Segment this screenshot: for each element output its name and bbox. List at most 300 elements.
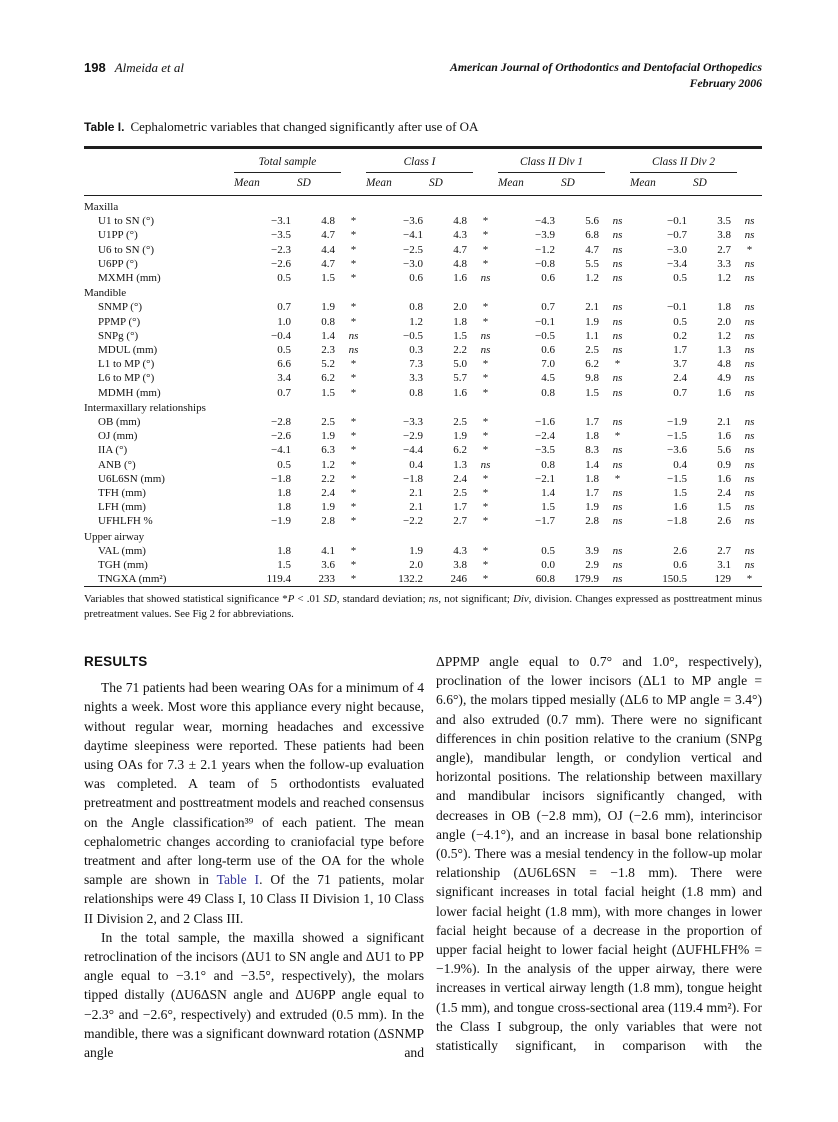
significance-mark: ns bbox=[480, 272, 491, 285]
column-header-mean: Mean bbox=[366, 177, 392, 189]
significance-mark: ns bbox=[612, 329, 623, 342]
sd-value: 4.8 bbox=[321, 215, 335, 228]
sd-value: 1.6 bbox=[717, 386, 731, 399]
mean-value: 1.8 bbox=[277, 544, 291, 557]
mean-value: 0.3 bbox=[409, 344, 423, 357]
significance-mark: ns bbox=[480, 344, 491, 357]
results-paragraph-3: ΔPPMP angle equal to 0.7° and 1.0°, respectively), proclination of the lower incisors (ΔL1 to MP angle = 6.6°), the molars tipped mesially (ΔL6 to MP angle = 3.4°) and also extruded (0.7 mm). There were no significant differences in chin position relative to the cranium (SNPg angle), mandibular length, or condylion vertical and horizontal positions. The relationship between maxillary and mandibular incisors significantly changed, with decreases in OB (−2.8 mm), OJ (−2.6 mm), interincisor angle (−4.1°), and an increase in basal bone relationship (0.5°). There was a mesial tendency in the follow-up molar relationship (ΔU6L6SN = −1.8 mm). There were significant increases in total facial height (1.8 mm) and lower facial height (1.8 mm), with more changes in lower facial height because of a decrease in the proportion of upper facial height to lower facial height (ΔUFHLFH% = −1.9%). In the analysis of the upper airway, there were increases in vertical airway length (1.8 mm), tongue height (1.5 mm), and tongue cross-sectional area (119.4 mm²). For the Class I subgroup, the only variables that were not statistically significant, in comparison with the bbox=[436, 654, 762, 1054]
column-header-sd: SD bbox=[429, 177, 443, 189]
sd-value: 5.5 bbox=[585, 257, 599, 270]
sig-column-spacer bbox=[341, 173, 366, 195]
mean-value: 0.5 bbox=[541, 544, 555, 557]
table-row-label: MXMH (mm) bbox=[98, 272, 161, 285]
table-row-label: U6L6SN (mm) bbox=[98, 472, 165, 485]
sd-value: 1.5 bbox=[717, 501, 731, 514]
sd-value: 246 bbox=[450, 573, 467, 586]
footnote-segment: , not significant; bbox=[438, 593, 514, 605]
issue-date: February 2006 bbox=[689, 75, 762, 90]
sd-value: 1.9 bbox=[321, 430, 335, 443]
table-row-label: OB (mm) bbox=[98, 416, 141, 429]
mean-value: −3.4 bbox=[667, 257, 687, 270]
significance-mark: * bbox=[482, 257, 489, 270]
significance-mark: ns bbox=[612, 458, 623, 471]
sd-value: 2.2 bbox=[321, 472, 335, 485]
significance-mark: ns bbox=[612, 257, 623, 270]
mean-value: −1.2 bbox=[535, 243, 555, 256]
mean-value: 1.8 bbox=[277, 501, 291, 514]
mean-value: 1.7 bbox=[673, 344, 687, 357]
mean-value: 0.5 bbox=[673, 272, 687, 285]
sd-value: 1.2 bbox=[717, 329, 731, 342]
mean-value: −3.9 bbox=[535, 229, 555, 242]
significance-mark: * bbox=[482, 501, 489, 514]
mean-value: −3.0 bbox=[667, 243, 687, 256]
significance-mark: * bbox=[350, 386, 357, 399]
table-row-label: L6 to MP (°) bbox=[98, 372, 155, 385]
mean-value: 0.5 bbox=[277, 458, 291, 471]
significance-mark: * bbox=[350, 487, 357, 500]
sd-value: 6.8 bbox=[585, 229, 599, 242]
mean-value: 1.5 bbox=[673, 487, 687, 500]
significance-mark: * bbox=[482, 544, 489, 557]
sd-value: 1.9 bbox=[321, 501, 335, 514]
significance-mark: ns bbox=[744, 344, 755, 357]
significance-mark: * bbox=[614, 472, 621, 485]
mean-value: 119.4 bbox=[266, 573, 291, 586]
significance-mark: ns bbox=[744, 430, 755, 443]
sd-value: 1.2 bbox=[717, 272, 731, 285]
significance-mark: ns bbox=[480, 458, 491, 471]
table-section-label: Upper airway bbox=[84, 530, 145, 543]
significance-mark: * bbox=[350, 458, 357, 471]
sd-value: 1.5 bbox=[585, 386, 599, 399]
sd-value: 129 bbox=[714, 573, 731, 586]
sd-value: 2.1 bbox=[717, 416, 731, 429]
sd-value: 2.8 bbox=[585, 515, 599, 528]
significance-mark: * bbox=[350, 515, 357, 528]
sd-value: 5.0 bbox=[453, 358, 467, 371]
mean-value: 0.4 bbox=[673, 458, 687, 471]
mean-value: 3.3 bbox=[409, 372, 423, 385]
running-head-right bbox=[450, 60, 762, 91]
significance-mark: * bbox=[482, 430, 489, 443]
group-header-label: Class I bbox=[366, 156, 473, 173]
sd-value: 2.8 bbox=[321, 515, 335, 528]
table-footnote bbox=[84, 592, 762, 621]
sd-value: 179.9 bbox=[574, 573, 599, 586]
significance-mark: * bbox=[482, 358, 489, 371]
sd-value: 8.3 bbox=[585, 444, 599, 457]
mean-value: −1.6 bbox=[535, 416, 555, 429]
significance-mark: ns bbox=[612, 344, 623, 357]
significance-mark: * bbox=[350, 559, 357, 572]
mean-value: 0.4 bbox=[409, 458, 423, 471]
mean-value: −0.7 bbox=[667, 229, 687, 242]
sd-value: 4.8 bbox=[453, 257, 467, 270]
sd-value: 2.4 bbox=[717, 487, 731, 500]
column-header-mean: Mean bbox=[498, 177, 524, 189]
mean-value: −3.1 bbox=[271, 215, 291, 228]
significance-mark: * bbox=[614, 430, 621, 443]
mean-value: −0.4 bbox=[271, 329, 291, 342]
significance-mark: * bbox=[482, 301, 489, 314]
sd-value: 2.7 bbox=[717, 243, 731, 256]
table-caption-label: Table I. bbox=[84, 120, 125, 134]
significance-mark: ns bbox=[612, 416, 623, 429]
mean-value: −3.5 bbox=[535, 444, 555, 457]
significance-mark: * bbox=[482, 315, 489, 328]
mean-value: 132.2 bbox=[398, 573, 423, 586]
mean-value: 0.8 bbox=[409, 386, 423, 399]
table-row-label: VAL (mm) bbox=[98, 544, 146, 557]
footnote-segment: < .01 bbox=[294, 593, 324, 605]
sd-value: 1.2 bbox=[585, 272, 599, 285]
table-section-label: Maxilla bbox=[84, 201, 119, 213]
sd-value: 4.7 bbox=[585, 243, 599, 256]
table-row-label: U6 to SN (°) bbox=[98, 243, 155, 256]
sd-value: 3.5 bbox=[717, 215, 731, 228]
sd-value: 1.9 bbox=[453, 430, 467, 443]
significance-mark: ns bbox=[612, 272, 623, 285]
significance-mark: * bbox=[482, 487, 489, 500]
significance-mark: ns bbox=[348, 329, 359, 342]
mean-value: 3.7 bbox=[673, 358, 687, 371]
column-header-sd: SD bbox=[297, 177, 311, 189]
significance-mark: * bbox=[482, 386, 489, 399]
mean-value: 1.0 bbox=[277, 315, 291, 328]
table-row-label: OJ (mm) bbox=[98, 430, 138, 443]
mean-value: −2.6 bbox=[271, 257, 291, 270]
sd-value: 1.4 bbox=[321, 329, 335, 342]
group-header-label: Class II Div 1 bbox=[498, 156, 605, 173]
sd-value: 2.0 bbox=[717, 315, 731, 328]
sd-value: 4.7 bbox=[453, 243, 467, 256]
sig-column-spacer bbox=[605, 173, 630, 195]
significance-mark: * bbox=[350, 544, 357, 557]
sd-value: 3.1 bbox=[717, 559, 731, 572]
significance-mark: * bbox=[350, 243, 357, 256]
mean-value: 0.6 bbox=[541, 344, 555, 357]
significance-mark: ns bbox=[480, 329, 491, 342]
significance-mark: ns bbox=[744, 515, 755, 528]
sd-value: 5.7 bbox=[453, 372, 467, 385]
significance-mark: ns bbox=[744, 358, 755, 371]
mean-value: 0.7 bbox=[541, 301, 555, 314]
sd-value: 1.1 bbox=[585, 329, 599, 342]
results-heading: RESULTS bbox=[84, 654, 148, 669]
sd-value: 0.9 bbox=[717, 458, 731, 471]
sd-value: 1.6 bbox=[453, 272, 467, 285]
significance-mark: ns bbox=[744, 472, 755, 485]
mean-value: 0.2 bbox=[673, 329, 687, 342]
significance-mark: ns bbox=[612, 386, 623, 399]
table-row-label: TNGXA (mm²) bbox=[98, 573, 167, 586]
mean-value: 0.6 bbox=[409, 272, 423, 285]
sd-value: 4.7 bbox=[321, 229, 335, 242]
mean-value: 0.7 bbox=[673, 386, 687, 399]
mean-value: 1.2 bbox=[409, 315, 423, 328]
mean-value: 0.0 bbox=[541, 559, 555, 572]
table-row-label: U1PP (°) bbox=[98, 229, 138, 242]
mean-value: −0.1 bbox=[667, 215, 687, 228]
mean-value: 1.6 bbox=[673, 501, 687, 514]
sd-value: 3.8 bbox=[453, 559, 467, 572]
significance-mark: ns bbox=[744, 501, 755, 514]
mean-value: −3.6 bbox=[403, 215, 423, 228]
mean-value: −4.3 bbox=[535, 215, 555, 228]
mean-value: 0.6 bbox=[541, 272, 555, 285]
table-row-label: L1 to MP (°) bbox=[98, 358, 155, 371]
mean-value: 7.3 bbox=[409, 358, 423, 371]
group-header-total-sample bbox=[234, 149, 366, 173]
table-caption bbox=[84, 119, 762, 135]
significance-mark: ns bbox=[612, 315, 623, 328]
sd-value: 1.8 bbox=[717, 301, 731, 314]
mean-value: 7.0 bbox=[541, 358, 555, 371]
mean-value: −1.8 bbox=[403, 472, 423, 485]
sd-value: 5.6 bbox=[717, 444, 731, 457]
significance-mark: * bbox=[350, 272, 357, 285]
mean-value: 60.8 bbox=[535, 573, 555, 586]
table-1-reference-link[interactable]: Table I bbox=[216, 872, 260, 888]
significance-mark: ns bbox=[744, 386, 755, 399]
sd-value: 2.4 bbox=[453, 472, 467, 485]
significance-mark: * bbox=[746, 573, 753, 586]
mean-value: 2.1 bbox=[409, 501, 423, 514]
sd-value: 1.7 bbox=[585, 487, 599, 500]
authors: Almeida et al bbox=[114, 60, 185, 75]
table-header-rule bbox=[84, 195, 762, 196]
sd-value: 1.7 bbox=[453, 501, 467, 514]
sd-value: 1.9 bbox=[585, 501, 599, 514]
significance-mark: ns bbox=[744, 215, 755, 228]
sd-value: 2.3 bbox=[321, 344, 335, 357]
sd-value: 1.8 bbox=[453, 315, 467, 328]
column-header-mean: Mean bbox=[630, 177, 656, 189]
body-columns bbox=[84, 652, 762, 1062]
significance-mark: * bbox=[350, 472, 357, 485]
footnote-segment: , standard deviation; bbox=[336, 593, 429, 605]
mean-value: 4.5 bbox=[541, 372, 555, 385]
significance-mark: * bbox=[350, 229, 357, 242]
mean-value: −3.0 bbox=[403, 257, 423, 270]
running-head-left bbox=[84, 60, 184, 76]
significance-mark: * bbox=[350, 315, 357, 328]
significance-mark: ns bbox=[744, 372, 755, 385]
table-subheader-spacer bbox=[84, 173, 234, 195]
sd-value: 4.7 bbox=[321, 257, 335, 270]
significance-mark: ns bbox=[612, 444, 623, 457]
mean-value: −4.4 bbox=[403, 444, 423, 457]
group-header-label: Class II Div 2 bbox=[630, 156, 737, 173]
significance-mark: ns bbox=[612, 573, 623, 586]
significance-mark: ns bbox=[612, 372, 623, 385]
significance-mark: ns bbox=[744, 301, 755, 314]
mean-value: 1.4 bbox=[541, 487, 555, 500]
significance-mark: ns bbox=[744, 272, 755, 285]
mean-value: 0.5 bbox=[277, 344, 291, 357]
significance-mark: ns bbox=[612, 515, 623, 528]
significance-mark: ns bbox=[744, 416, 755, 429]
mean-value: 2.4 bbox=[673, 372, 687, 385]
sd-value: 4.1 bbox=[321, 544, 335, 557]
mean-value: −0.5 bbox=[403, 329, 423, 342]
mean-value: −1.5 bbox=[667, 430, 687, 443]
sd-value: 2.5 bbox=[453, 487, 467, 500]
mean-value: −2.3 bbox=[271, 243, 291, 256]
mean-value: −2.1 bbox=[535, 472, 555, 485]
sd-value: 0.8 bbox=[321, 315, 335, 328]
mean-value: 0.6 bbox=[673, 559, 687, 572]
group-header-label: Total sample bbox=[234, 156, 341, 173]
mean-value: −1.8 bbox=[271, 472, 291, 485]
mean-value: −2.4 bbox=[535, 430, 555, 443]
table-row-label: LFH (mm) bbox=[98, 501, 146, 514]
sd-value: 1.3 bbox=[453, 458, 467, 471]
mean-value: −2.8 bbox=[271, 416, 291, 429]
footnote-segment: , division. Changes expressed as posttreatment minus pretreatment values. See Fig 2 for abbreviations. bbox=[84, 593, 762, 620]
sd-value: 1.4 bbox=[585, 458, 599, 471]
sd-value: 1.7 bbox=[585, 416, 599, 429]
column-header-sd: SD bbox=[693, 177, 707, 189]
significance-mark: ns bbox=[612, 544, 623, 557]
sd-value: 4.3 bbox=[453, 544, 467, 557]
column-header-mean: Mean bbox=[234, 177, 260, 189]
mean-value: −2.6 bbox=[271, 430, 291, 443]
group-header-class-1 bbox=[366, 149, 498, 173]
mean-value: 1.8 bbox=[277, 487, 291, 500]
table-row-label: ANB (°) bbox=[98, 458, 136, 471]
table-row-label: U1 to SN (°) bbox=[98, 215, 155, 228]
mean-value: −1.5 bbox=[667, 472, 687, 485]
mean-value: −0.8 bbox=[535, 257, 555, 270]
mean-value: 2.6 bbox=[673, 544, 687, 557]
footnote-segment: Variables that showed statistical significance * bbox=[84, 593, 288, 605]
mean-value: −4.1 bbox=[271, 444, 291, 457]
sd-value: 2.1 bbox=[585, 301, 599, 314]
mean-value: −3.3 bbox=[403, 416, 423, 429]
sd-value: 2.5 bbox=[585, 344, 599, 357]
table-row-label: TFH (mm) bbox=[98, 487, 146, 500]
mean-value: −3.5 bbox=[271, 229, 291, 242]
sd-value: 4.3 bbox=[453, 229, 467, 242]
table-row-label: MDMH (mm) bbox=[98, 386, 161, 399]
significance-mark: ns bbox=[612, 229, 623, 242]
mean-value: −4.1 bbox=[403, 229, 423, 242]
mean-value: −2.9 bbox=[403, 430, 423, 443]
page-number: 198 bbox=[84, 60, 106, 75]
mean-value: −1.7 bbox=[535, 515, 555, 528]
right-column bbox=[436, 652, 762, 1062]
mean-value: 1.9 bbox=[409, 544, 423, 557]
sd-value: 6.3 bbox=[321, 444, 335, 457]
sd-value: 2.0 bbox=[453, 301, 467, 314]
significance-mark: * bbox=[350, 372, 357, 385]
significance-mark: * bbox=[482, 515, 489, 528]
significance-mark: ns bbox=[744, 229, 755, 242]
significance-mark: ns bbox=[612, 243, 623, 256]
mean-value: −3.6 bbox=[667, 444, 687, 457]
sd-value: 2.6 bbox=[717, 515, 731, 528]
table-row-label: PPMP (°) bbox=[98, 315, 141, 328]
significance-mark: * bbox=[350, 501, 357, 514]
sig-column-spacer bbox=[473, 173, 498, 195]
cephalometric-table bbox=[84, 146, 762, 587]
mean-value: 0.5 bbox=[673, 315, 687, 328]
significance-mark: * bbox=[350, 430, 357, 443]
significance-mark: ns bbox=[744, 458, 755, 471]
significance-mark: * bbox=[482, 444, 489, 457]
sd-value: 4.9 bbox=[717, 372, 731, 385]
paragraph-text: . Of the 71 patients, molar relationships were 49 Class I, 10 Class II Division 1, 10 Class II Division 2, and 2 Class III. bbox=[84, 872, 424, 926]
table-caption-text: Cephalometric variables that changed significantly after use of OA bbox=[130, 119, 479, 134]
mean-value: 0.8 bbox=[541, 458, 555, 471]
significance-mark: * bbox=[482, 559, 489, 572]
sd-value: 5.6 bbox=[585, 215, 599, 228]
significance-mark: ns bbox=[612, 487, 623, 500]
footnote-segment: ns bbox=[428, 593, 439, 605]
footnote-segment: P bbox=[287, 593, 295, 605]
significance-mark: ns bbox=[744, 315, 755, 328]
significance-mark: ns bbox=[744, 329, 755, 342]
sd-value: 6.2 bbox=[453, 444, 467, 457]
group-header-class-2-div-1 bbox=[498, 149, 630, 173]
significance-mark: ns bbox=[744, 559, 755, 572]
table-row-label: SNMP (°) bbox=[98, 301, 143, 314]
footnote-segment: Div bbox=[513, 593, 529, 605]
sd-value: 1.6 bbox=[717, 472, 731, 485]
mean-value: −1.9 bbox=[271, 515, 291, 528]
sd-value: 4.8 bbox=[453, 215, 467, 228]
table-section-label: Intermaxillary relationships bbox=[84, 401, 206, 414]
sd-value: 1.5 bbox=[321, 272, 335, 285]
sd-value: 5.2 bbox=[321, 358, 335, 371]
sd-value: 2.4 bbox=[321, 487, 335, 500]
mean-value: 2.0 bbox=[409, 559, 423, 572]
significance-mark: ns bbox=[612, 501, 623, 514]
sd-value: 1.3 bbox=[717, 344, 731, 357]
table-row-label: MDUL (mm) bbox=[98, 344, 158, 357]
group-header-class-2-div-2 bbox=[630, 149, 762, 173]
journal-title: American Journal of Orthodontics and Dentofacial Orthopedics bbox=[450, 60, 762, 74]
mean-value: 2.1 bbox=[409, 487, 423, 500]
table-row-label: TGH (mm) bbox=[98, 559, 148, 572]
sd-value: 2.5 bbox=[453, 416, 467, 429]
significance-mark: ns bbox=[612, 559, 623, 572]
significance-mark: ns bbox=[612, 301, 623, 314]
footnote-segment: SD bbox=[323, 593, 337, 605]
mean-value: 0.7 bbox=[277, 386, 291, 399]
sig-column-spacer bbox=[737, 173, 762, 195]
significance-mark: * bbox=[482, 472, 489, 485]
sd-value: 3.6 bbox=[321, 559, 335, 572]
mean-value: −0.1 bbox=[667, 301, 687, 314]
mean-value: −2.2 bbox=[403, 515, 423, 528]
table-row-label: U6PP (°) bbox=[98, 257, 138, 270]
sd-value: 1.6 bbox=[453, 386, 467, 399]
mean-value: 6.6 bbox=[277, 358, 291, 371]
table-row-label: IIA (°) bbox=[98, 444, 128, 457]
sd-value: 3.9 bbox=[585, 544, 599, 557]
significance-mark: * bbox=[614, 358, 621, 371]
significance-mark: ns bbox=[744, 487, 755, 500]
mean-value: 0.7 bbox=[277, 301, 291, 314]
sd-value: 6.2 bbox=[321, 372, 335, 385]
significance-mark: ns bbox=[744, 544, 755, 557]
mean-value: −1.9 bbox=[667, 416, 687, 429]
significance-mark: ns bbox=[744, 257, 755, 270]
sd-value: 2.2 bbox=[453, 344, 467, 357]
